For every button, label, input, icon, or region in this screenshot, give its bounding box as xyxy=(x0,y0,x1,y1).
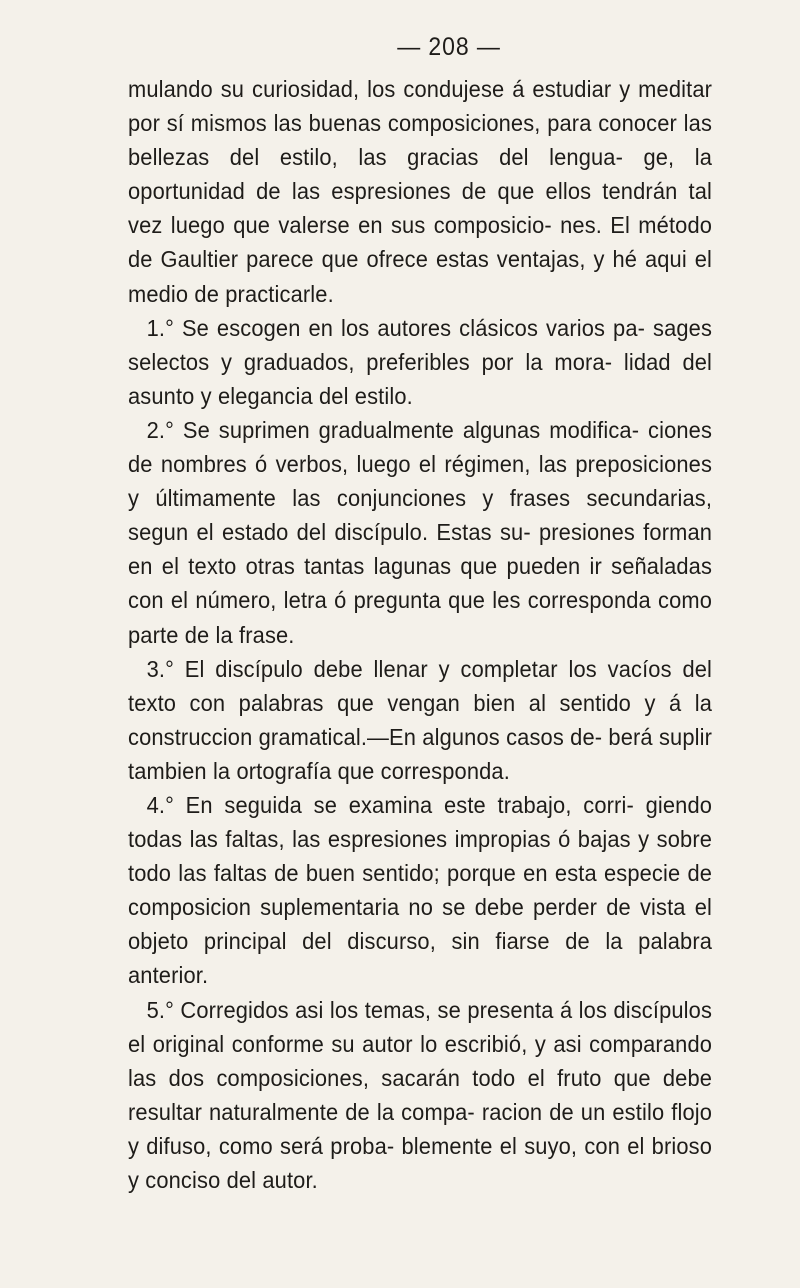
paragraph-step-5: 5.° Corregidos asi los temas, se presenta á los discípulos el original conforme su autor lo escribió, y asi comparando las dos composiciones, sacarán todo el fruto que debe resultar naturalmente de la compa- racion de un estilo flojo y difuso, como será proba- blemente el suyo, con el brioso y conciso del autor. xyxy=(128,996,713,1193)
paragraph-step-3: 3.° El discípulo debe llenar y completar los vacíos del texto con palabras que vengan bien al sentido y á la construccion gramatical.—En algunos casos de- berá suplir tambien la ortografía que corresponda. xyxy=(128,655,713,784)
paragraph-step-1: 1.° Se escogen en los autores clásicos varios pa- sages selectos y graduados, preferibles por la mora- lidad del asunto y elegancia del estilo. xyxy=(128,314,713,409)
paragraph-step-4: 4.° En seguida se examina este trabajo, corri- giendo todas las faltas, las espresiones impropias ó bajas y sobre todo las faltas de buen sentido; porque en esta especie de composicion suplementaria no se debe perder de vista el objeto principal del discurso, sin fiarse de la palabra anterior. xyxy=(128,791,713,989)
paragraph-intro: mulando su curiosidad, los condujese á estudiar y meditar por sí mismos las buenas composiciones, para conocer las bellezas del estilo, las gracias del lengua- ge, la oportunidad de las espresiones de que ellos tendrán tal vez luego que valerse en sus composicio- nes. El método de Gaultier parece que ofrece estas ventajas, y hé aqui el medio de practicarle. xyxy=(128,76,713,307)
paragraph-step-2: 2.° Se suprimen gradualmente algunas modifica- ciones de nombres ó verbos, luego el régimen, las preposiciones y últimamente las conjunciones y frases secundarias, segun el estado del discípulo. Estas su- presiones forman en el texto otras tantas lagunas que pueden ir señaladas con el número, letra ó pregunta que les corresponda como parte de la frase. xyxy=(128,416,713,648)
body-text xyxy=(128,72,712,1197)
page-number: — 208 — xyxy=(397,33,501,61)
